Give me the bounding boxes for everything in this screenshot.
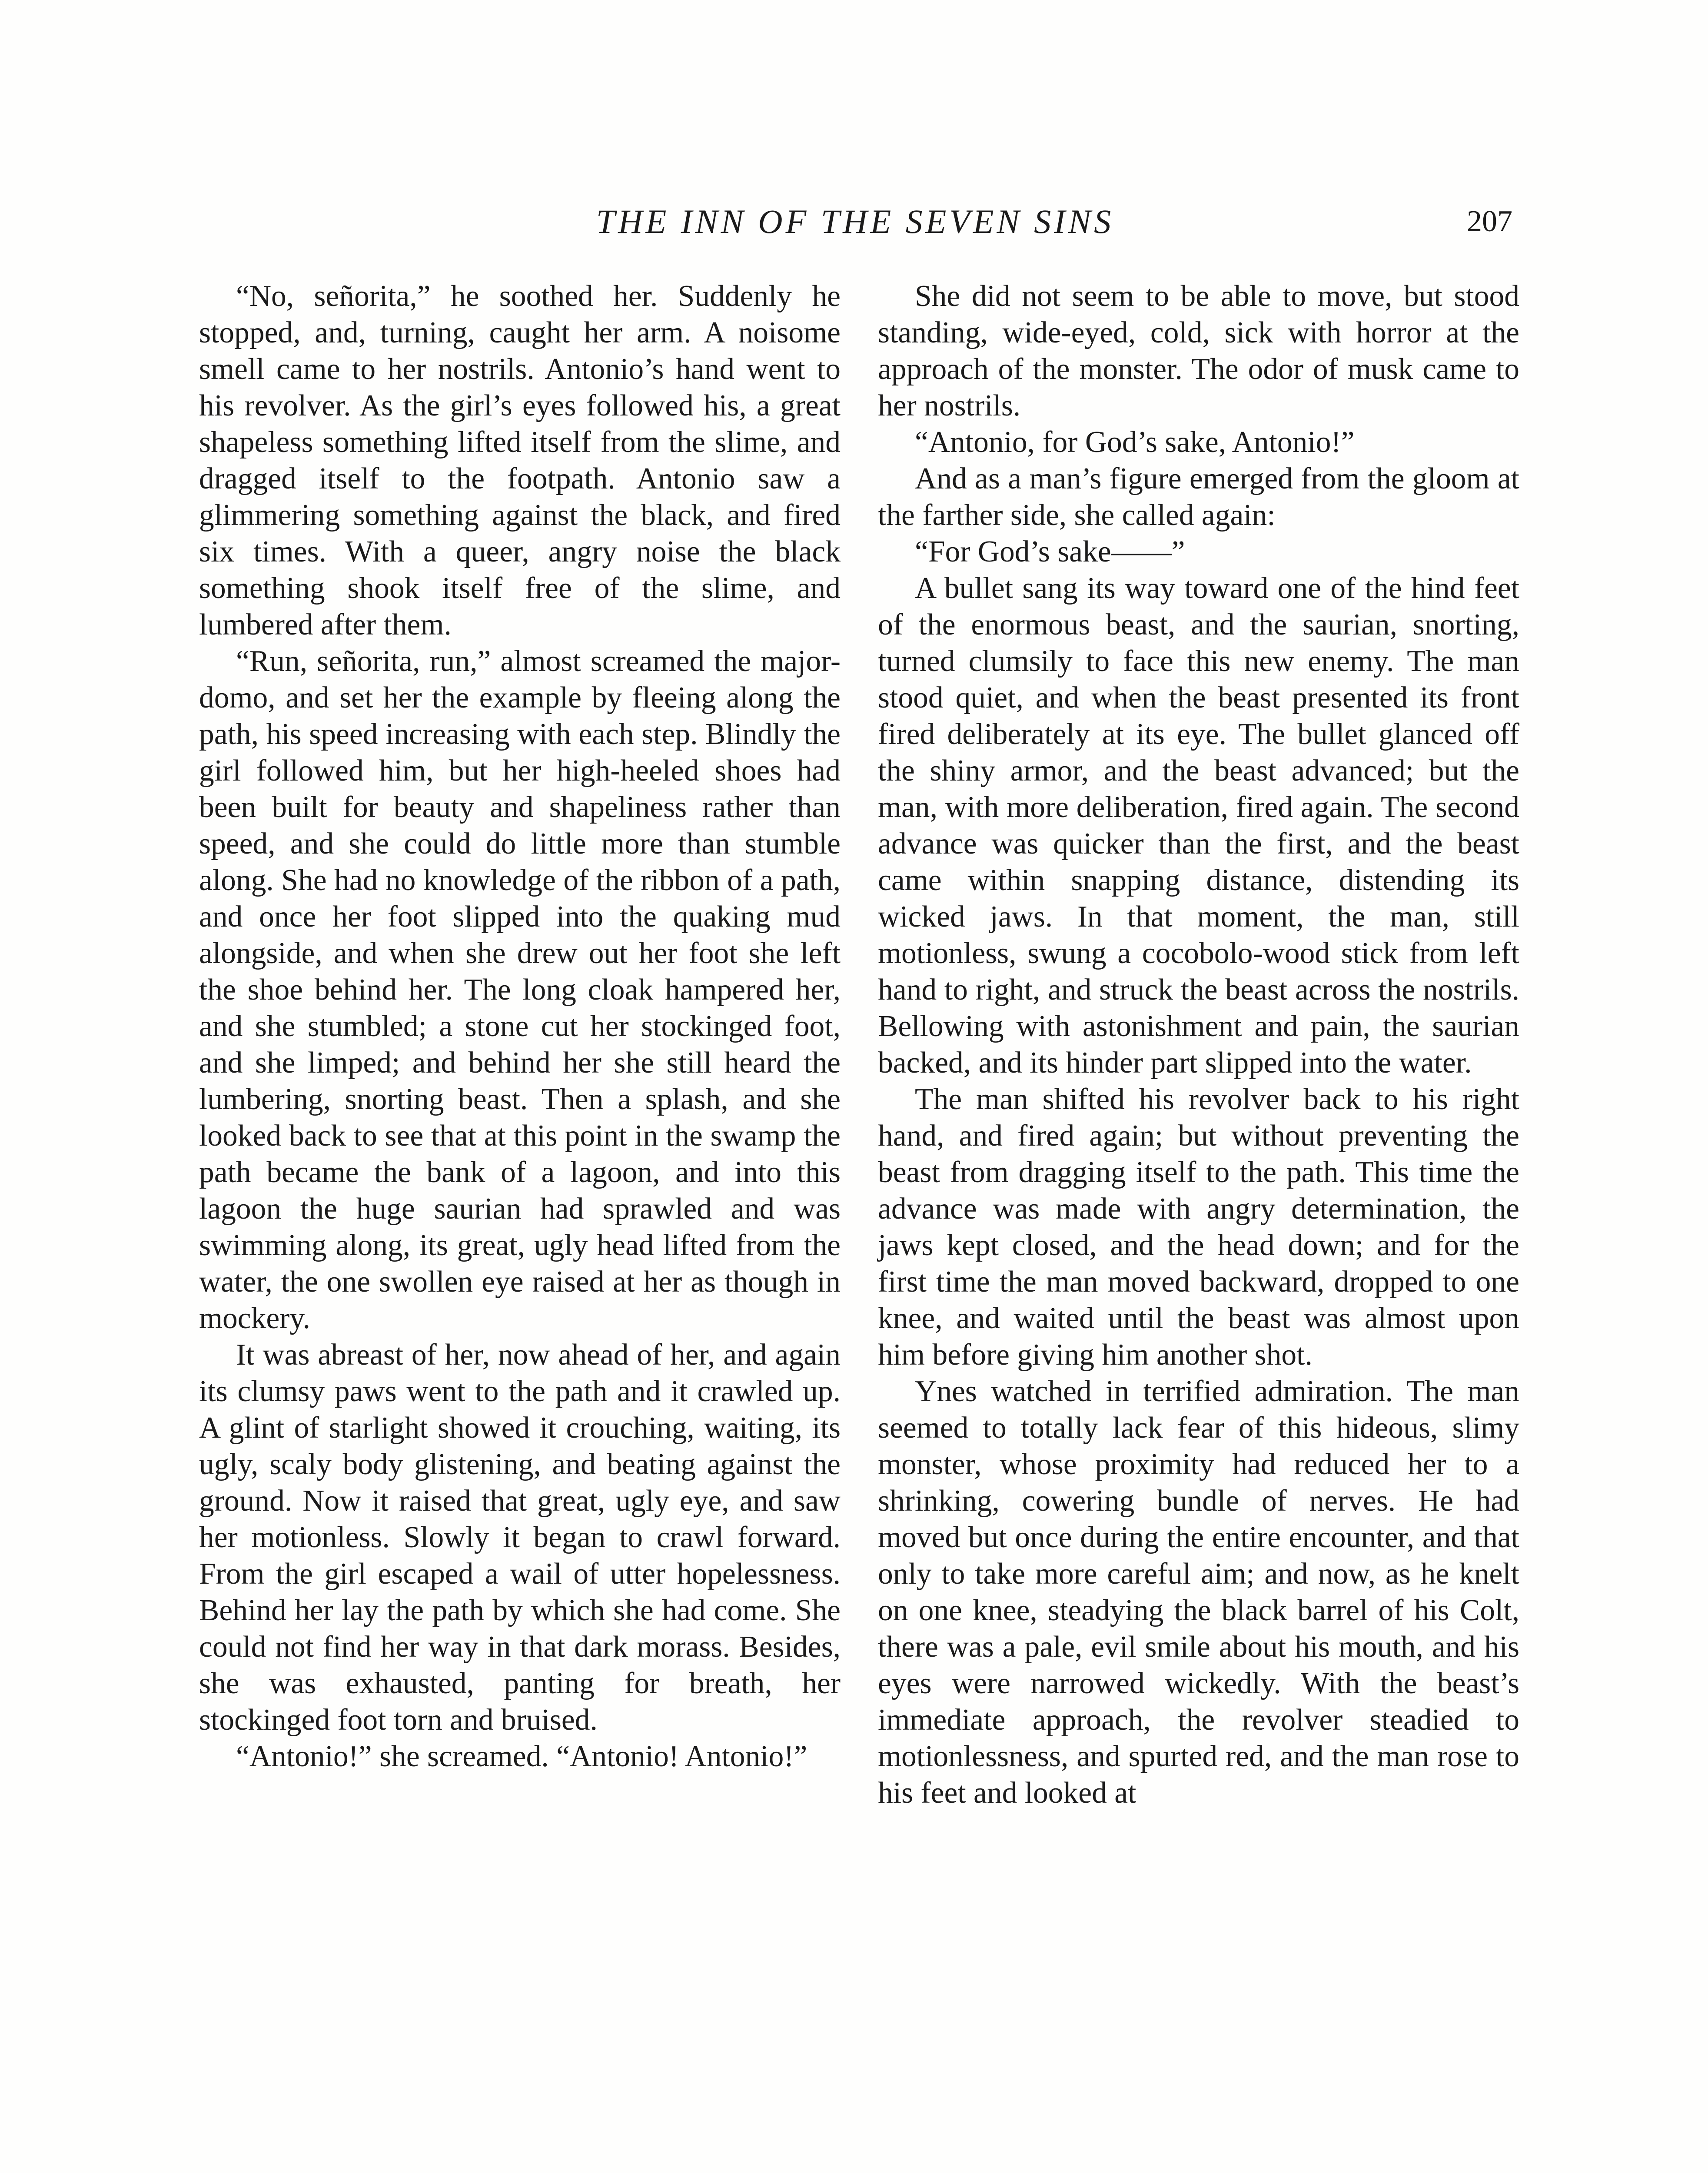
running-title: THE INN OF THE SEVEN SINS (596, 203, 1114, 240)
paragraph: And as a man’s figure emerged from the gloom at the farther side, she called again: (878, 462, 1519, 532)
page-header (198, 198, 1512, 246)
paragraph: “Antonio, for God’s sake, Antonio!” (915, 425, 1355, 459)
paragraph: “Antonio!” she screamed. “Antonio! Antonio!” (236, 1740, 807, 1773)
paragraph: “No, señorita,” he soothed her. Suddenly he stopped, and, turning, caught her arm. A noisome smell came to her nostrils. Antonio’s hand went to his revolver. As the girl’s eyes followed his, a great shapeless something lifted itself from the slime, and dragged itself to the footpath. Antonio saw a glimmering something against the black, and fired six times. With a queer, angry noise the black something shook itself free of the slime, and lumbered after them. (199, 279, 841, 641)
text-column-left (199, 278, 841, 1775)
page-number: 207 (1467, 205, 1512, 238)
paragraph: “Run, señorita, run,” almost screamed the major-domo, and set her the example by fleeing along the path, his speed increasing with each step. Blindly the girl followed him, but her high-heeled shoes had been built for beauty and shapeliness rather than speed, and she could do little more than stumble along. She had no knowledge of the ribbon of a path, and once her foot slipped into the quaking mud alongside, and when she drew out her foot she left the shoe behind her. The long cloak hampered her, and she stumbled; a stone cut her stockinged foot, and she limped; and behind her she still heard the lumbering, snorting beast. Then a splash, and she looked back to see that at this point in the swamp the path became the bank of a lagoon, and into this lagoon the huge saurian had sprawled and was swimming along, its great, ugly head lifted from the water, the one swollen eye raised at her as though in mockery. (199, 645, 841, 1335)
paragraph: Ynes watched in terrified admiration. The man seemed to totally lack fear of this hideous, slimy monster, whose proximity had reduced her to a shrinking, cowering bundle of nerves. He had moved but once during the entire encounter, and that only to take more careful aim; and now, as he knelt on one knee, steadying the black barrel of his Colt, there was a pale, evil smile about his mouth, and his eyes were narrowed wickedly. With the beast’s immediate approach, the revolver steadied to motionlessness, and spurted red, and the man rose to his feet and looked at (878, 1375, 1519, 1810)
paragraph: The man shifted his revolver back to his right hand, and fired again; but without preventing the beast from dragging itself to the path. This time the advance was made with angry determination, the jaws kept closed, and the head down; and for the first time the man moved backward, dropped to one knee, and waited until the beast was almost upon him before giving him another shot. (878, 1083, 1519, 1372)
paragraph: “For God’s sake——” (915, 535, 1185, 568)
text-column-right (878, 278, 1519, 1811)
paragraph: It was abreast of her, now ahead of her, and again its clumsy paws went to the path and it crawled up. A glint of starlight showed it crouching, waiting, its ugly, scaly body glistening, and beating against the ground. Now it raised that great, ugly eye, and saw her motionless. Slowly it began to crawl forward. From the girl escaped a wail of utter hopelessness. Behind her lay the path by which she had come. She could not find her way in that dark morass. Besides, she was exhausted, panting for breath, her stockinged foot torn and bruised. (199, 1338, 841, 1737)
paragraph: A bullet sang its way toward one of the hind feet of the enormous beast, and the saurian, snorting, turned clumsily to face this new enemy. The man stood quiet, and when the beast presented its front fired deliberately at its eye. The bullet glanced off the shiny armor, and the beast advanced; but the man, with more deliberation, fired again. The second advance was quicker than the first, and the beast came within snapping distance, distending its wicked jaws. In that moment, the man, still motionless, swung a cocobolo-wood stick from left hand to right, and struck the beast across the nostrils. Bellowing with astonishment and pain, the saurian backed, and its hinder part slipped into the water. (878, 571, 1519, 1080)
paragraph: She did not seem to be able to move, but stood standing, wide-eyed, cold, sick with horror at the approach of the monster. The odor of musk came to her nostrils. (878, 279, 1519, 422)
